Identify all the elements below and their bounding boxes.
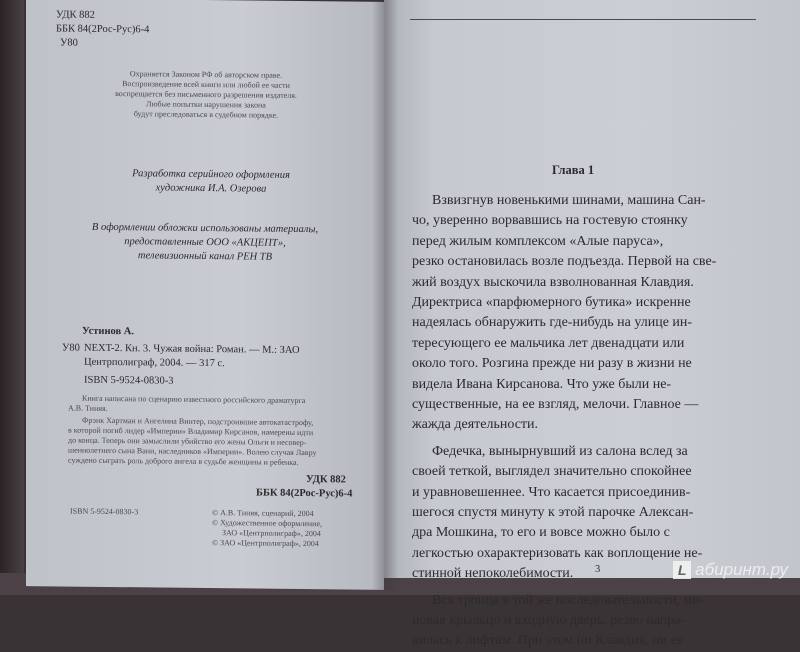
cover-materials-1: В оформлении обложки использованы материалы, (91, 221, 319, 236)
udk-bottom: УДК 882 (306, 474, 346, 486)
chapter-text-line: резко остановилась возле подъезда. Первой на све- (412, 254, 717, 270)
book-gutter (372, 0, 398, 590)
udc-code: У80 (62, 342, 80, 354)
chapter-text-line: Федечка, вынырнувший из салона вслед за (432, 443, 688, 459)
chapter-text-line: легкостью охарактеризовать как воплощение не- (412, 545, 703, 561)
book-edge (0, 0, 24, 595)
copyright-notice-4: Любые попытки нарушения закона (146, 99, 266, 110)
labirint-watermark (673, 560, 788, 580)
annotation-line-1: Книга написана по сценарию известного российского драматурга (82, 393, 306, 406)
annotation-line-4: в которой погиб лидер «Империи» Владимир Кирсанов, намерены идти (68, 425, 314, 438)
chapter-text-line: Взвизгнув новенькими шинами, машина Сан- (432, 193, 706, 208)
copyright-notice-2: Воспроизведение всей книги или любой ее части (122, 79, 290, 90)
header-rule (410, 19, 756, 20)
chapter-text-line: шегося спустя минуту к этой парочке Алексан- (412, 505, 694, 520)
cover-materials-3: телевизионный канал РЕН ТВ (137, 250, 273, 263)
chapter-text-line: дра Мошкина, то его и вовсе можно было с (412, 525, 670, 541)
copyright-notice-5: будут преследоваться в судебном порядке. (133, 109, 279, 120)
chapter-text-line: Вся троица в той же последовательности, ми- (432, 592, 705, 608)
chapter-text-line: видела Ивана Кирсанова. Что уже были не- (412, 376, 672, 392)
code-top: У80 (60, 37, 78, 49)
annotation-line-7: суждено сыграть роль доброго ангела в судьбе женщины и ребенка. (68, 455, 299, 467)
udk-top: УДК 882 (56, 9, 95, 21)
copyright-3: ЗАО «Центрполиграф», 2004 (222, 528, 321, 539)
chapter-text-line: стинной непоколебимости. (412, 566, 574, 582)
annotation-line-5: до конца. Теперь они замыслили убийство его жены Ольги и несовер- (68, 435, 307, 448)
chapter-text-line: вилась к лифтам. При этом ни Клавдия, ни ее (412, 633, 684, 649)
chapter-text-line: существенные, на ее взгляд, мелочи. Главное — (412, 397, 699, 412)
chapter-title: Глава 1 (552, 163, 595, 177)
author: Устинов А. (82, 325, 134, 338)
watermark-text: абиринт.ру (695, 560, 788, 579)
chapter-text-line: около того. Розгина прежде ни разу в жизни не (412, 356, 692, 372)
copyright-2: © Художественное оформление, (212, 518, 323, 529)
isbn-mid: ISBN 5-9524-0830-3 (84, 374, 174, 387)
bib-line-1: NEXT-2. Кн. 3. Чужая война: Роман. — М.: ЗАО (84, 342, 300, 356)
chapter-text-line: жий воздух выскочила взволнованная Клавдия. (412, 274, 694, 290)
bbk-top: ББК 84(2Рос-Рус)6-4 (56, 23, 150, 36)
copyright-4: © ЗАО «Центрполиграф», 2004 (212, 538, 319, 549)
bib-line-2: Центрполиграф, 2004. — 317 с. (84, 356, 225, 370)
series-design-2: художника И.А. Озерова (155, 182, 267, 195)
left-page (26, 0, 384, 590)
chapter-text-line: жажда деятельности. (412, 417, 539, 433)
annotation-line-6: шеннолетнего сына Вани, наследников «Империи». Волею случая Лавру (68, 445, 317, 458)
chapter-text-line: своей теткой, выглядел значительно спокойнее (412, 464, 692, 480)
series-design-1: Разработка серийного оформления (132, 168, 290, 181)
copyright-notice-3: воспрещается без письменного разрешения издателя. (115, 89, 297, 100)
labirint-logo-icon: L (673, 561, 691, 579)
page-number: 3 (595, 564, 601, 575)
bbk-bottom: ББК 84(2Рос-Рус)6-4 (256, 487, 353, 500)
cover-materials-2: предоставленные ООО «АКЦЕПТ», (124, 236, 286, 249)
copyright-1: © А.В. Тиняя, сценарий, 2004 (212, 508, 314, 519)
copyright-notice-1: Охраняется Законом РФ об авторском праве. (129, 69, 283, 80)
chapter-text-line: чо, уверенно ворвавшись на гостевую стоянку (412, 213, 688, 229)
annotation-line-2: А.В. Тиняя. (68, 403, 108, 413)
annotation-line-3: Фрэнк Хартман и Ангелина Винтер, подстроившие автокатастрофу, (82, 415, 314, 428)
chapter-text-line: перед жилым комплексом «Алые паруса», (412, 233, 664, 249)
isbn-bottom: ISBN 5-9524-0830-3 (70, 506, 139, 517)
chapter-text-line: новав крыльцо и входную дверь, резво напра- (412, 613, 686, 628)
chapter-text-line: Директриса «парфюмерного бутика» искренне (412, 295, 691, 310)
chapter-text-line: и уравновешеннее. Что касается присоединив- (412, 484, 691, 500)
chapter-text-line: тересующего ее мальчика лет двенадцати или (412, 335, 685, 351)
chapter-text-line: надеялась обнаружить где-нибудь на улице ин- (412, 315, 693, 331)
